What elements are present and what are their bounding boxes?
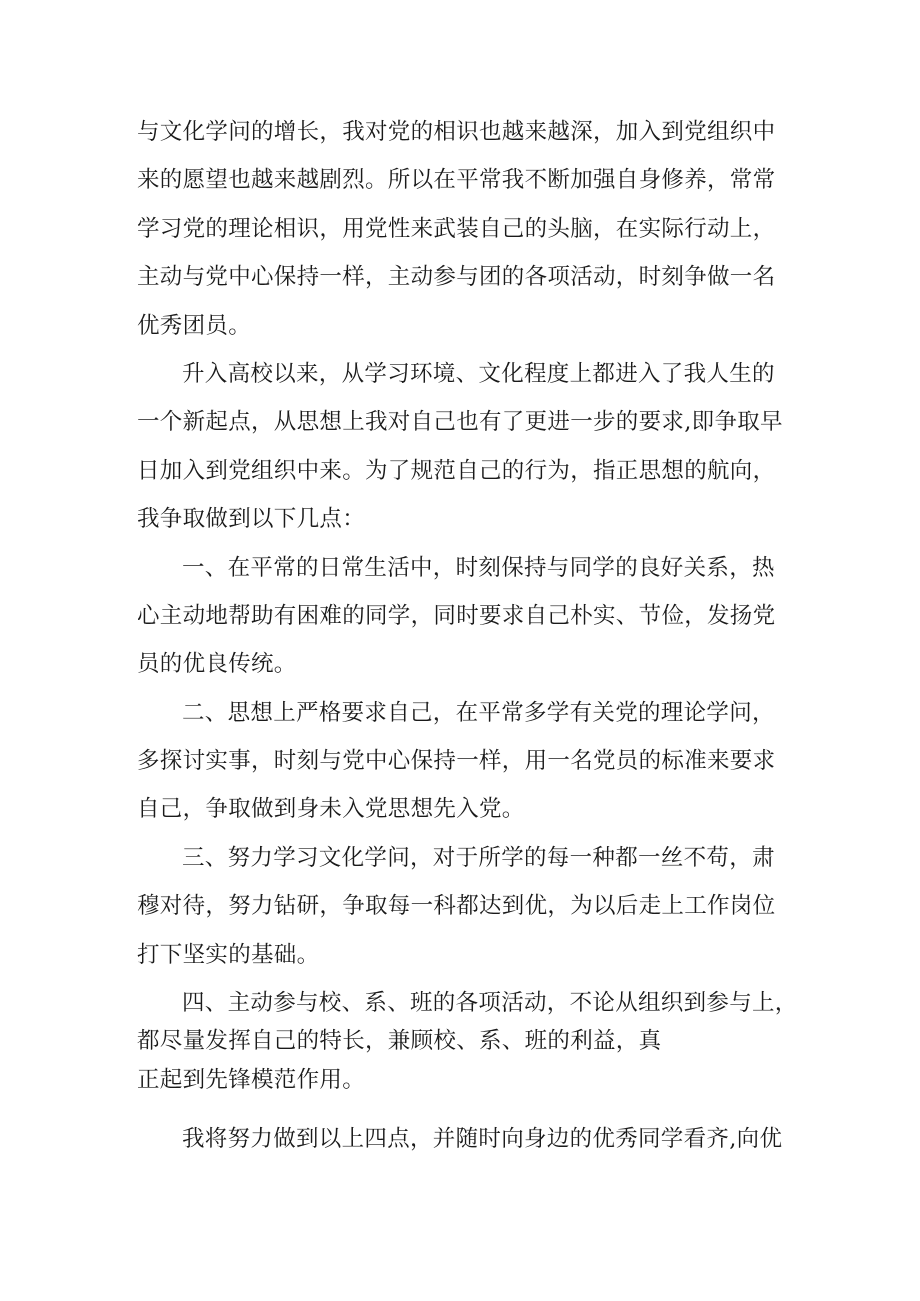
text-line: 都尽量发挥自己的特长，兼顾校、系、班的利益，真 [137, 1028, 662, 1055]
paragraph-start-line: 我将努力做到以上四点，并随时向身边的优秀同学看齐,向优 [182, 1125, 783, 1152]
paragraph-start-line: 二、思想上严格要求自己，在平常多学有关党的理论学问， [182, 699, 775, 726]
text-line: 日加入到党组织中来。为了规范自己的行为，指正思想的航向， [137, 457, 776, 484]
body-text [137, 108, 807, 1163]
text-line: 穆对待，努力钻研，争取每一科都达到优，为以后走上工作岗位 [137, 893, 776, 920]
paragraph-start-line: 四、主动参与校、系、班的各项活动，不论从组织到参与上， [182, 990, 798, 1017]
text-line: 来的愿望也越来越剧烈。所以在平常我不断加强自身修养，常常 [137, 167, 776, 194]
text-line: 自己，争取做到身未入党思想先入党。 [137, 796, 525, 823]
text-line: 打下坚实的基础。 [137, 941, 320, 968]
paragraph-start-line: 一、在平常的日常生活中，时刻保持与同学的良好关系，热 [182, 554, 775, 581]
text-line: 优秀团员。 [137, 312, 252, 339]
text-line: 我争取做到以下几点： [137, 506, 366, 533]
paragraph-start-line: 三、努力学习文化学问，对于所学的每一种都一丝不苟，肃 [182, 844, 775, 871]
text-line: 主动与党中心保持一样，主动参与团的各项活动，时刻争做一名 [137, 264, 776, 291]
text-line: 心主动地帮助有困难的同学，同时要求自己朴实、节俭，发扬党 [137, 602, 776, 629]
paragraph-start-line: 升入高校以来，从学习环境、文化程度上都进入了我人生的 [182, 360, 775, 387]
text-line: 员的优良传统。 [137, 651, 297, 678]
text-line: 一个新起点，从思想上我对自己也有了更进一步的要求,即争取早 [137, 409, 783, 436]
text-line: 多探讨实事，时刻与党中心保持一样，用一名党员的标准来要求 [137, 748, 776, 775]
text-line: 学习党的理论相识，用党性来武装自己的头脑，在实际行动上， [137, 215, 776, 242]
text-line: 与文化学问的增长，我对党的相识也越来越深，加入到党组织中 [137, 119, 776, 145]
text-line: 正起到先锋模范作用。 [137, 1067, 366, 1094]
